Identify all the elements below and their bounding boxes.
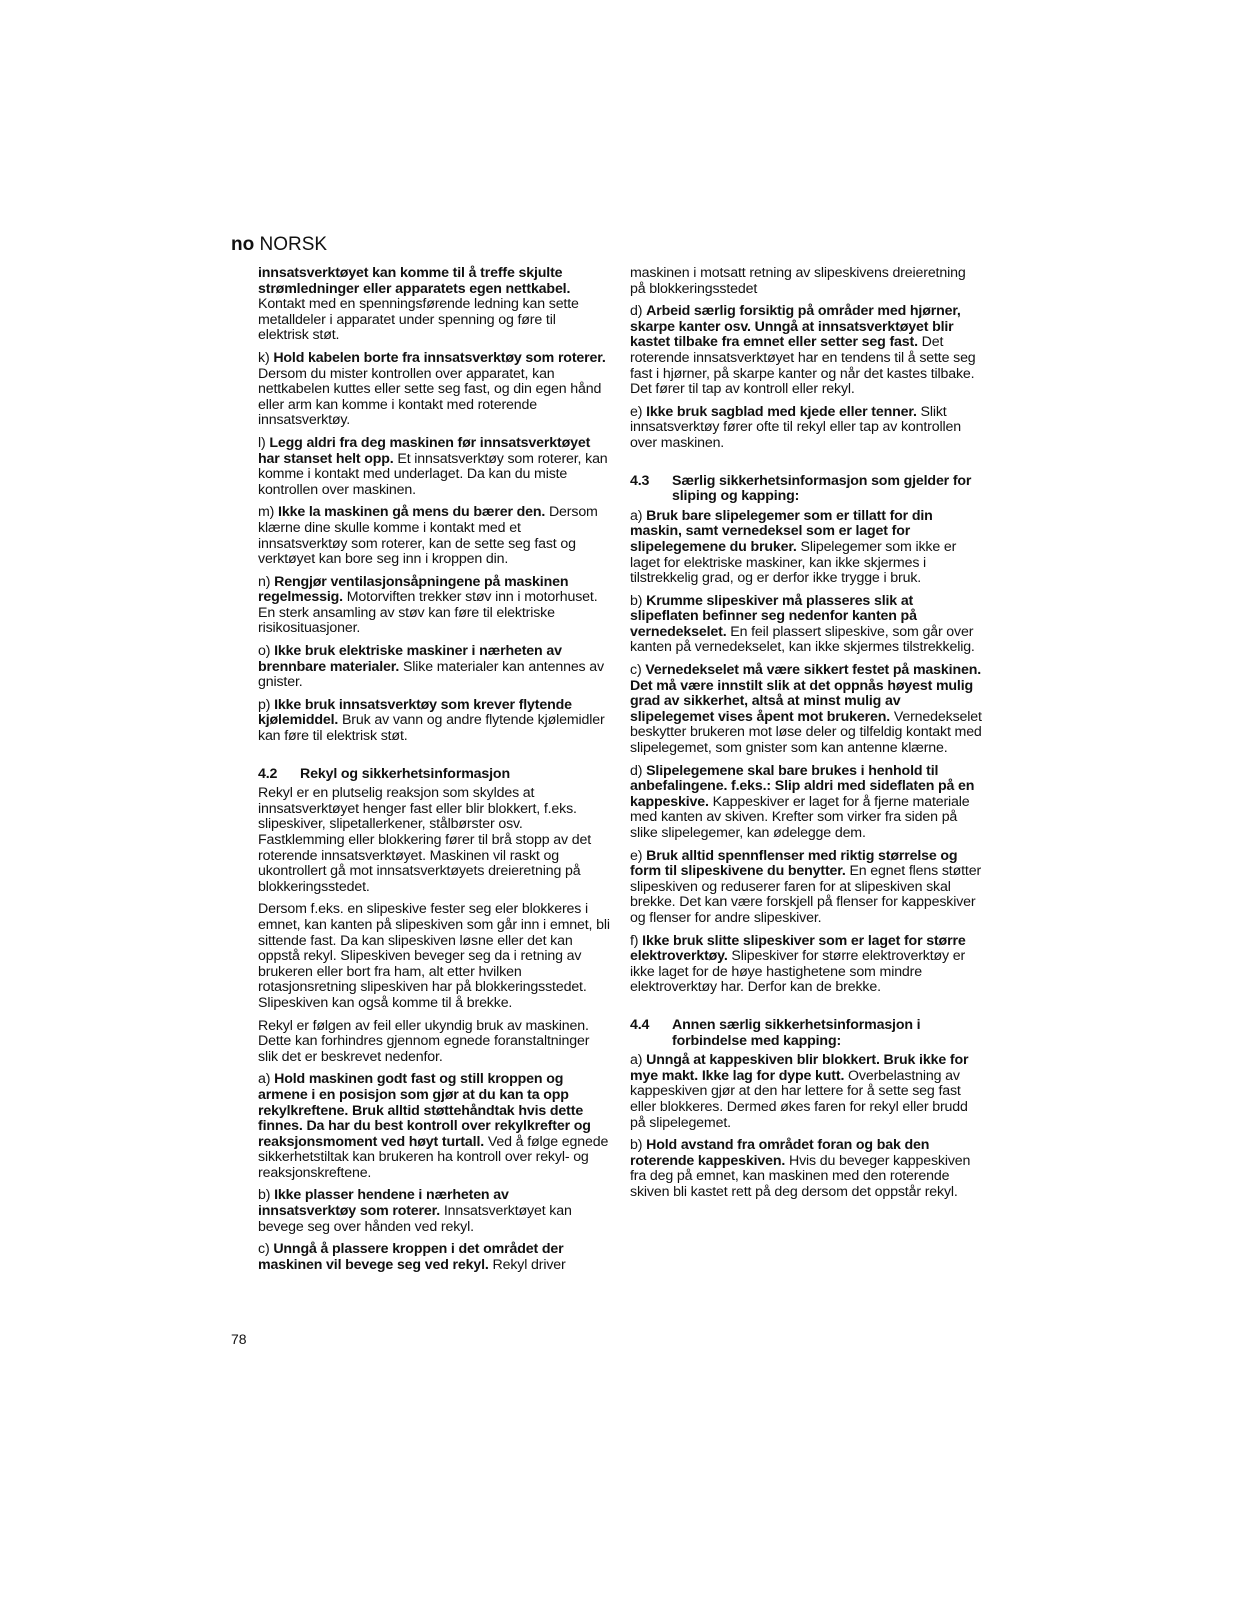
bold-text: Slipelegemene skal bare brukes i henhold til anbefalingene. f.eks.: Slip aldri med sideflaten på en kappeskive.: [630, 762, 975, 810]
body-text: Bruk av vann og andre flytende kjølemidler kan føre til elektrisk støt.: [258, 712, 605, 745]
item-grinding-a: [630, 509, 982, 587]
body-text: Et innsatsverktøy som roterer, kan komme i kontakt med underlaget. Da kan du miste kontrollen over maskinen.: [258, 450, 608, 498]
section-number: 4.4: [630, 1016, 650, 1033]
item-prefix: e): [630, 403, 647, 420]
language-code: no: [231, 234, 255, 255]
body-text: Overbelastning av kappeskiven gjør at den har lettere for å sette seg fast eller blokkeres. Dermed økes faren for rekyl eller brudd på slipelegemet.: [630, 1067, 968, 1131]
body-text: Dersom du mister kontrollen over apparatet, kan nettkabelen kuttes eller sette seg fast, og din egen hånd eller arm kan komme i kontakt med roterende innsatsverktøy.: [258, 365, 602, 429]
item-kickback-b: [258, 1188, 610, 1235]
item-prefix: e): [630, 847, 647, 864]
section-heading-4-4: [630, 1018, 982, 1049]
body-text: En egnet flens støtter slipeskiven og reduserer faren for at slipeskiven skal brekke. Det kan være forskjell på flenser for kappeskiver og flenser for andre slipeskiver.: [630, 863, 982, 926]
item-kickback-e: [630, 405, 982, 452]
item-cutting-b: [630, 1138, 982, 1200]
item-prefix: a): [258, 1071, 275, 1088]
bold-text: Unngå å plassere kroppen i det området der maskinen vil bevege seg ved rekyl.: [258, 1241, 564, 1273]
item-grinding-d: [630, 764, 982, 842]
item-prefix: c): [258, 1241, 274, 1258]
bold-text: Hold kabelen borte fra innsatsverktøy som roterer.: [273, 349, 606, 366]
page-header: [231, 234, 327, 256]
item-prefix: b): [630, 1137, 647, 1154]
paragraph-cable-contact: [258, 266, 610, 344]
item-grinding-b: [630, 594, 982, 656]
body-text: Kontakt med en spenningsførende ledning kan sette metalldeler i apparatet under spenning og føre til elektrisk støt.: [258, 296, 579, 344]
item-n: [258, 575, 610, 637]
body-text: Motorviften trekker støv inn i motorhuset. En sterk ansamling av støv kan føre til elektriske risikosituasjoner.: [258, 589, 598, 637]
bold-text: Rengjør ventilasjonsåpningene på maskinen regelmessig.: [258, 573, 569, 606]
item-k: [258, 351, 610, 429]
body-text: Slipeskiver for større elektroverktøy er ikke laget for de høye hastighetene som mindre elektroverktøy har. Derfor kan de brekke.: [630, 948, 966, 996]
paragraph-kickback-definition: Rekyl er en plutselig reaksjon som skyldes at innsatsverktøyet henger fast eller blir blokkert, f.eks. slipeskiver, slipetallerkener, stålbørster osv. Fastklemming eller blokkering fører til brå stopp av det roterende innsatsverktøyet. Maskinen vil raskt og ukontrollert gå mot innsatsverktøyets dreieretning på blokkeringsstedet.: [258, 785, 592, 895]
section-title: Rekyl og sikkerhetsinformasjon: [300, 765, 510, 782]
item-grinding-e: [630, 849, 982, 927]
item-prefix: k): [258, 349, 274, 366]
bold-text: Arbeid særlig forsiktig på områder med hjørner, skarpe kanter osv. Unngå at innsatsverktøyet blir kastet tilbake fra emnet eller setter seg fast.: [630, 303, 961, 351]
item-prefix: n): [258, 573, 275, 590]
item-l: [258, 436, 610, 498]
item-grinding-c: [630, 663, 982, 757]
body-text: Dersom klærne dine skulle komme i kontakt med et innsatsverktøy som roterer, kan de sette seg fast og verktøyet kan bore seg inn i kroppen din.: [258, 504, 598, 568]
bold-text: Hold maskinen godt fast og still kroppen og armene i en posisjon som gjør at du kan ta opp rekylkreftene. Bruk alltid støttehåndtak hvis dette finnes. Da har du best kontroll over rekylkrefter og reaksjonsmoment ved høyt turtall.: [258, 1071, 591, 1150]
item-prefix: a): [630, 507, 647, 524]
item-prefix: m): [258, 504, 279, 521]
item-p: [258, 698, 610, 745]
bold-text: Krumme slipeskiver må plasseres slik at slipeflaten befinner seg nedenfor kanten på vernedekselet.: [630, 592, 917, 640]
body-text: Innsatsverktøyet kan bevege seg over hånden ved rekyl.: [258, 1203, 572, 1235]
section-heading-4-2: [258, 767, 610, 783]
item-cutting-a: [630, 1053, 982, 1131]
left-column: [258, 266, 610, 1280]
bold-text: Ikke bruk sagblad med kjede eller tenner.: [646, 403, 917, 420]
item-prefix: a): [630, 1052, 647, 1069]
section-title: Annen særlig sikkerhetsinformasjon i forbindelse med kapping:: [672, 1016, 921, 1049]
item-prefix: d): [630, 303, 647, 320]
bold-text: Ikke plasser hendene i nærheten av innsatsverktøy som roterer.: [258, 1187, 509, 1220]
body-text: Ved å følge egnede sikkerhetstiltak kan brukeren ha kontroll over rekyl- og reaksjonskreftene.: [258, 1133, 609, 1181]
item-prefix: p): [258, 696, 275, 713]
section-heading-4-3: [630, 474, 982, 505]
bold-text: Ikke la maskinen gå mens du bærer den.: [278, 504, 546, 521]
bold-text: Hold avstand fra området foran og bak den roterende kappeskiven.: [630, 1137, 930, 1169]
bold-text: Ikke bruk slitte slipeskiver som er laget for større elektroverktøy.: [630, 932, 966, 965]
section-number: 4.3: [630, 472, 650, 489]
language-name: NORSK: [259, 234, 328, 255]
body-text: Slike materialer kan antennes av gnister.: [258, 658, 604, 691]
item-prefix: f): [630, 932, 643, 949]
item-prefix: l): [258, 434, 270, 451]
body-text: Rekyl driver: [488, 1256, 566, 1273]
bold-text: Vernedekselet må være sikkert festet på maskinen. Det må være innstilt slik at det oppnås høyest mulig grad av sikkerhet, altså at minst mulig av slipelegemet vises åpent mot brukeren.: [630, 662, 982, 725]
body-text: Det roterende innsatsverktøyet har en tendens til å sette seg fast i hjørner, på skarpe kanter og når det kastes tilbake. Det fører til tap av kontroll eller rekyl.: [630, 334, 976, 398]
item-m: [258, 505, 610, 567]
paragraph-kickback-example: Dersom f.eks. en slipeskive fester seg eler blokkeres i emnet, kan kanten på slipeskiven som går inn i emnet, bli sittende fast. Da kan slipeskiven løsne eller det kan oppstå rekyl. Slipeskiven beveger seg da i retning av brukeren eller bort fra ham, alt etter hvilken rotasjonsretning slipeskiven har på blokkeringsstedet. Slipeskiven kan også komme til å brekke.: [258, 901, 610, 1011]
item-grinding-f: [630, 934, 982, 996]
bold-text: Unngå at kappeskiven blir blokkert. Bruk ikke for mye makt. Ikke lag for dype kutt.: [630, 1052, 969, 1084]
bold-text: Bruk alltid spennflenser med riktig størrelse og form til slipeskivene du benytter.: [630, 847, 958, 880]
body-text: Vernedekselet beskytter brukeren mot løse deler og tilfeldig kontakt med slipelegemet, som gnister som kan antenne klærne.: [630, 708, 982, 757]
bold-text: innsatsverktøyet kan komme til å treffe skjulte strømledninger eller apparatets egen nettkabel.: [258, 265, 571, 297]
body-text: Slipelegemer som ikke er laget for elektriske maskiner, kan ikke skjermes i tilstrekkelig grad, og er derfor ikke trygge i bruk.: [630, 538, 957, 587]
item-kickback-a: [258, 1072, 610, 1181]
body-text: Hvis du beveger kappeskiven fra deg på emnet, kan maskinen med den roterende skiven bli kastet rett på deg dersom det oppstår rekyl.: [630, 1152, 971, 1200]
item-prefix: o): [258, 643, 275, 660]
item-prefix: b): [258, 1187, 275, 1204]
bold-text: Ikke bruk innsatsverktøy som krever flytende kjølemiddel.: [258, 696, 572, 729]
paragraph-continuation: maskinen i motsatt retning av slipeskivens dreieretning på blokkeringsstedet: [630, 265, 966, 297]
item-prefix: d): [630, 762, 647, 779]
item-o: [258, 644, 610, 691]
right-column: [630, 266, 982, 1207]
paragraph-kickback-cause: Rekyl er følgen av feil eller ukyndig bruk av maskinen. Dette kan forhindres gjennom egnede foranstaltninger slik det er beskrevet nedenfor.: [258, 1017, 590, 1065]
bold-text: Legg aldri fra deg maskinen før innsatsverktøyet har stanset helt opp.: [258, 434, 591, 467]
body-text: Slikt innsatsverktøy fører ofte til rekyl eller tap av kontrollen over maskinen.: [630, 403, 961, 451]
bold-text: Bruk bare slipelegemer som er tillatt for din maskin, samt vernedeksel som er laget for slipelegemene du bruker.: [630, 507, 933, 555]
item-kickback-d: [630, 304, 982, 398]
item-prefix: b): [630, 592, 647, 609]
body-text: En feil plassert slipeskive, som går over kanten på vernedekselet, kan ikke skjermes tilstrekkelig.: [630, 623, 975, 656]
item-prefix: c): [630, 662, 646, 679]
section-number: 4.2: [258, 765, 278, 782]
bold-text: Ikke bruk elektriske maskiner i nærheten av brennbare materialer.: [258, 643, 562, 675]
body-text: Kappeskiver er laget for å fjerne materiale med kanten av skiven. Krefter som virker fra siden på slike slipelegemer, kan ødelegge dem.: [630, 793, 970, 841]
section-title: Særlig sikkerhetsinformasjon som gjelder for sliping og kapping:: [672, 472, 972, 505]
item-kickback-c: [258, 1242, 610, 1273]
page-number: 78: [231, 1331, 247, 1347]
